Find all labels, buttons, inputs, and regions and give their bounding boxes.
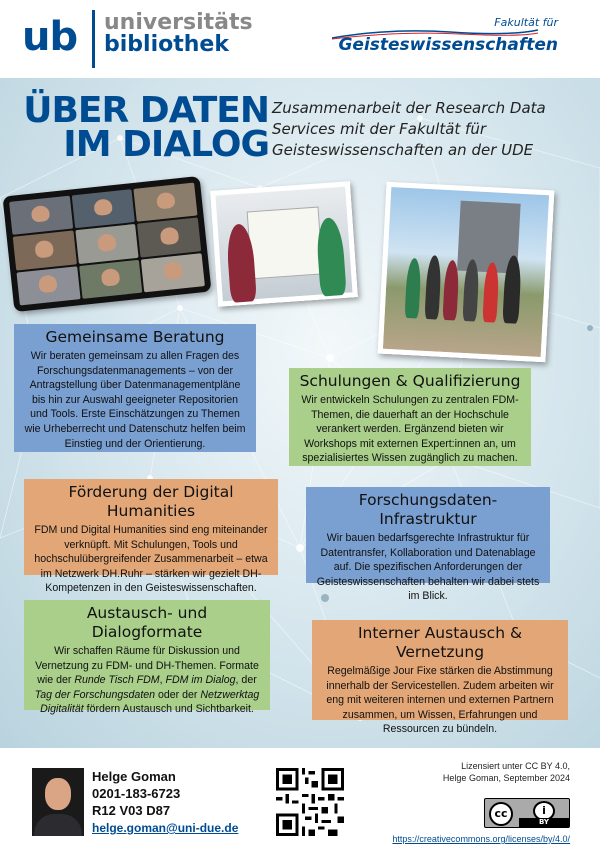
by-label: BY	[519, 818, 569, 827]
logo-divider	[92, 10, 95, 68]
video-tile	[16, 266, 80, 305]
person-figure	[405, 258, 422, 319]
box-text: Regelmäßige Jour Fixe stärken die Abstimmung innerhalb der Servicestellen. Zudem arbeiten wir eng mit weiteren internen und externen Partnern zusammen, um Wissen, Erfahrungen und Ressourcen zu bündeln.	[326, 665, 554, 736]
contact-name: Helge Goman	[92, 769, 176, 784]
license-link[interactable]: https://creativecommons.org/licenses/by/4.0/	[392, 834, 570, 844]
text-span: oder der	[155, 688, 201, 701]
video-tile	[9, 196, 73, 235]
qr-code-icon[interactable]	[276, 768, 344, 836]
contact-block	[92, 768, 238, 837]
license-line1: Lizensiert unter CC BY 4.0,	[461, 761, 570, 771]
page-title	[14, 90, 269, 165]
footer	[0, 748, 600, 848]
format-name: Netzwerktag Digitalität	[40, 688, 260, 716]
box-heading: Austausch- und Dialogformate	[86, 604, 208, 641]
person-figure	[442, 260, 459, 321]
box-heading: Forschungsdaten-Infrastruktur	[358, 491, 498, 528]
header	[0, 0, 600, 78]
avatar	[32, 768, 84, 836]
video-tile	[71, 189, 135, 228]
box-text: FDM und Digital Humanities sind eng miteinander verknüpft. Mit Schulungen, Tools und hochschulübergreifender Zusammenarbeit – etwa im Netzwerk DH.Ruhr – stärken wir gezielt DH-Kompetenzen in den Geisteswissenschaften.	[34, 524, 268, 595]
avatar-face	[45, 778, 71, 810]
box-text: Wir bauen bedarfsgerechte Infrastruktur für Datentransfer, Kollaboration und Datenablage auf. Die spezifischen Anforderungen der Geisteswissenschaften behalten wir dabei stets im Blick.	[316, 532, 540, 603]
box-schulungen	[289, 368, 531, 466]
photo-group-outdoor	[378, 182, 555, 363]
box-text: Wir beraten gemeinsam zu allen Fragen des Forschungsdatenmanagements – von der Antragstellung über Datenmanagementpläne bis hin zur Auswahl geeigneter Repositorien und Tools. Erste Einschätzungen zu Themen wie Urheberrecht und Datenschutz helfen beim Einstieg und der Orientierung.	[24, 350, 246, 450]
format-name: FDM im Dialog	[165, 674, 236, 687]
text-span: ,	[159, 674, 166, 687]
avatar-shirt	[34, 814, 82, 836]
format-name: Runde Tisch FDM	[74, 674, 160, 687]
video-tile	[13, 231, 77, 270]
video-tile	[141, 253, 205, 292]
attribution-icon: i	[533, 801, 555, 821]
photo-video-conference	[2, 176, 211, 312]
faculty-line1: Fakultät für	[494, 16, 558, 29]
person-figure	[424, 255, 441, 320]
cc-icon: cc	[489, 802, 513, 826]
page-title-line2: IM DIALOG	[63, 124, 269, 165]
box-heading: Interner Austausch & Vernetzung	[357, 624, 523, 661]
text-span: Wir schaffen Räume für Diskussion und Vernetzung zu FDM- und DH-Themen. Formate wie der	[35, 645, 259, 687]
box-infrastruktur	[306, 487, 550, 603]
contact-phone: 0201-183-6723	[92, 786, 181, 801]
box-heading: Förderung der Digital Humanities	[68, 483, 234, 520]
faculty-logo	[338, 16, 558, 55]
box-austausch-dialog	[24, 600, 270, 716]
contact-room: R12 V03 D87	[92, 803, 171, 818]
box-interner-austausch	[312, 620, 568, 736]
box-text: Wir entwickeln Schulungen zu zentralen FDM-Themen, die dauerhaft an der Hochschule verankert werden. Ergänzend bieten wir Workshops mit externen Expert:innen an, um spezialisiertes Wissen zugänglich zu machen.	[301, 394, 519, 465]
cc-by-badge-icon	[484, 798, 570, 828]
photo-poster-presentation	[210, 181, 358, 306]
box-digital-humanities	[24, 479, 278, 595]
page-subtitle: Zusammenarbeit der Research Data Services mit der Fakultät für Geisteswissenschaften an der UDE	[272, 99, 546, 159]
text-span: fördern Austausch und Sichtbarkeit.	[83, 703, 254, 716]
text-span: , der	[235, 674, 257, 687]
license-line2: Helge Goman, September 2024	[442, 773, 570, 783]
person-figure	[315, 217, 346, 297]
page-title-line1: ÜBER DATEN	[23, 90, 269, 131]
ub-logo-text	[104, 12, 253, 56]
video-tile	[137, 218, 201, 257]
box-heading: Schulungen & Qualifizierung	[299, 372, 521, 390]
poster-main	[0, 78, 600, 748]
license-text	[443, 760, 570, 784]
video-tile	[134, 183, 198, 222]
box-text	[32, 644, 262, 717]
format-name: Tag der Forschungsdaten	[34, 688, 156, 701]
ub-logo-line1: universitäts	[104, 10, 253, 35]
box-heading: Gemeinsame Beratung	[45, 328, 225, 346]
video-tile	[79, 259, 143, 298]
faculty-line2: Geisteswissenschaften	[338, 35, 558, 55]
faculty-swoosh-icon	[330, 26, 540, 40]
box-gemeinsame-beratung	[14, 324, 256, 452]
poster-sheet	[247, 207, 324, 280]
contact-email-link[interactable]: helge.goman@uni-due.de	[92, 821, 239, 835]
ub-logo-mark: ub	[22, 14, 78, 60]
video-tile	[75, 224, 139, 263]
ub-logo-line2: bibliothek	[104, 32, 229, 57]
